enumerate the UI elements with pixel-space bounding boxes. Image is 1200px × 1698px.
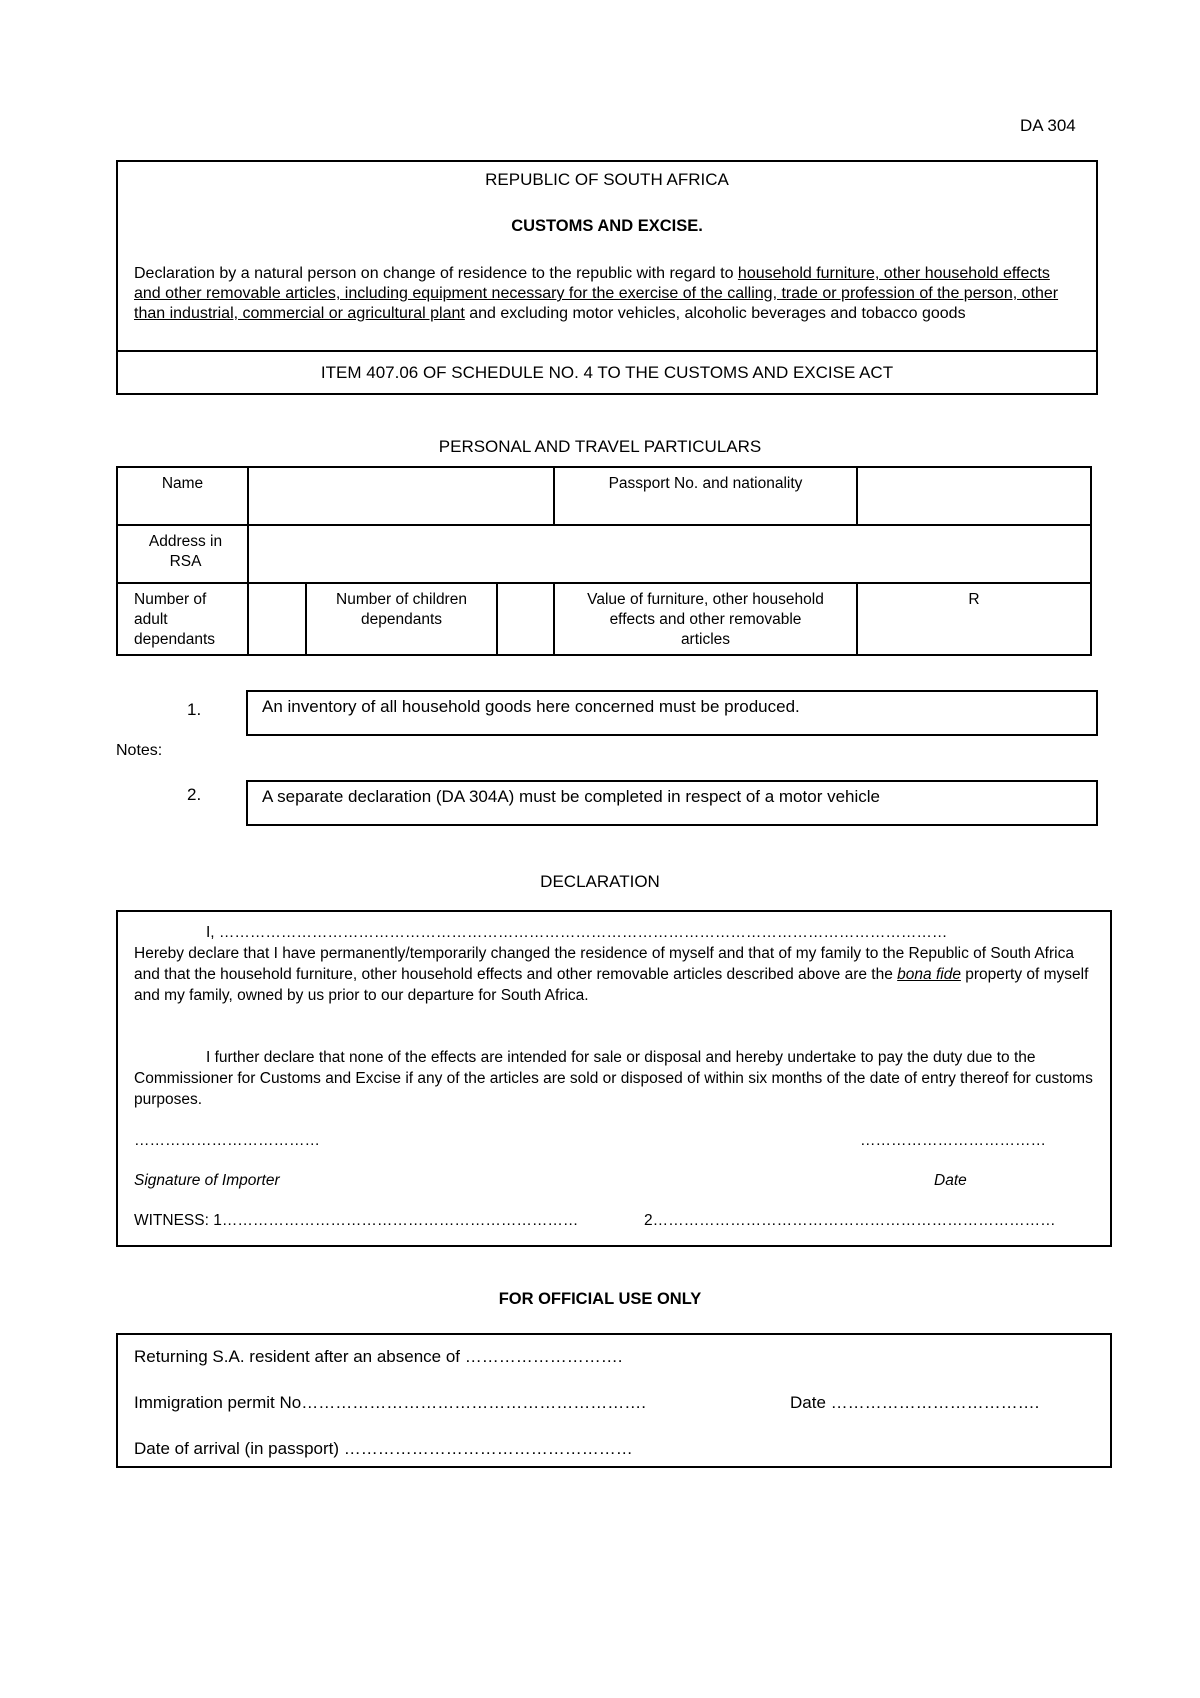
children-label-cell [306, 583, 497, 655]
absence-line[interactable]: Returning S.A. resident after an absence of ………………………. [134, 1347, 623, 1366]
signature-line[interactable]: ……………………………… [134, 1132, 320, 1149]
adult-dependants-field[interactable] [248, 583, 306, 655]
para1-pre: Hereby declare that I have permanently/temporarily changed the residence of myself and that of my family to the Republic of South Africa and that the household furniture, other household effects and other removable articles described above are the [134, 945, 1074, 983]
notes-label: Notes: [116, 742, 163, 759]
address-field[interactable] [248, 525, 1091, 583]
note-1-number: 1. [187, 700, 202, 719]
name-label: Name [161, 475, 204, 492]
official-use-box [116, 1333, 1112, 1468]
declaration-paragraph-2: I further declare that none of the effects are intended for sale or disposal and hereby undertake to pay the duty due to the Commissioner for Customs and Excise if any of the articles are sold or disposed of within six months of the date of entry thereof for customs purposes. [134, 1049, 1093, 1108]
date-line[interactable]: ……………………………… [860, 1132, 1046, 1149]
passport-label-cell [554, 467, 857, 525]
official-title: FOR OFFICIAL USE ONLY [498, 1290, 702, 1308]
description-pre: Declaration by a natural person on change of residence to the republic with regard to [134, 265, 738, 282]
signature-label: Signature of Importer [134, 1172, 280, 1189]
bona-fide-term: bona fide [897, 966, 961, 983]
arrival-date-line[interactable]: Date of arrival (in passport) …………………………………………… [134, 1439, 633, 1458]
header-box [116, 160, 1098, 395]
department-title: CUSTOMS AND EXCISE. [511, 217, 703, 235]
currency-label: R [968, 591, 980, 608]
form-description [134, 264, 1074, 324]
children-dependants-field[interactable] [497, 583, 554, 655]
address-label: Address in RSA [148, 533, 223, 570]
witness-1-line[interactable]: WITNESS: 1…………………………………………………………… [134, 1212, 579, 1229]
country-title: REPUBLIC OF SOUTH AFRICA [485, 170, 729, 189]
declarant-name-line[interactable]: I, …………………………………………………………………………………………………………………………… [206, 924, 948, 941]
immigration-permit-line[interactable]: Immigration permit No……………………………………………………. [134, 1393, 646, 1412]
address-label-cell [117, 525, 248, 583]
declaration-paragraph-1 [134, 943, 1094, 1006]
note-1-text: An inventory of all household goods here concerned must be produced. [262, 697, 800, 716]
passport-field[interactable] [857, 467, 1091, 525]
note-1-box [246, 690, 1098, 736]
permit-date-line[interactable]: Date ………………………………. [790, 1393, 1040, 1412]
witness-2-line[interactable]: 2…………………………………………………………………… [644, 1212, 1056, 1229]
name-label-cell [117, 467, 248, 525]
adult-label-cell [117, 583, 248, 655]
note-2-box [246, 780, 1098, 826]
value-label: Value of furniture, other household effects and other removable articles [587, 591, 824, 648]
value-field[interactable] [857, 583, 1091, 655]
note-2-number: 2. [187, 785, 202, 804]
note-2-text: A separate declaration (DA 304A) must be completed in respect of a motor vehicle [262, 787, 880, 806]
date-label: Date [934, 1172, 967, 1189]
declaration-title: DECLARATION [540, 872, 660, 891]
passport-label: Passport No. and nationality [608, 475, 803, 492]
schedule-item: ITEM 407.06 OF SCHEDULE NO. 4 TO THE CUSTOMS AND EXCISE ACT [320, 363, 894, 382]
description-underlined: household furniture, other household effects and other removable articles, including equipment necessary for the exercise of the calling, trade or profession of the person, other than industrial, commercial or agricultural plant [134, 265, 1059, 322]
value-label-cell [554, 583, 857, 655]
name-field[interactable] [248, 467, 554, 525]
description-post: and excluding motor vehicles, alcoholic beverages and tobacco goods [464, 305, 966, 322]
form-code: DA 304 [1020, 116, 1076, 135]
adult-dependants-label: Number of adult dependants [134, 591, 216, 648]
para1-post: property of myself and my family, owned by us prior to our departure for South Africa. [134, 966, 1089, 1004]
children-dependants-label: Number of children dependants [336, 591, 467, 628]
particulars-table [116, 466, 1092, 656]
particulars-title: PERSONAL AND TRAVEL PARTICULARS [438, 437, 762, 456]
declaration-box [116, 910, 1112, 1247]
